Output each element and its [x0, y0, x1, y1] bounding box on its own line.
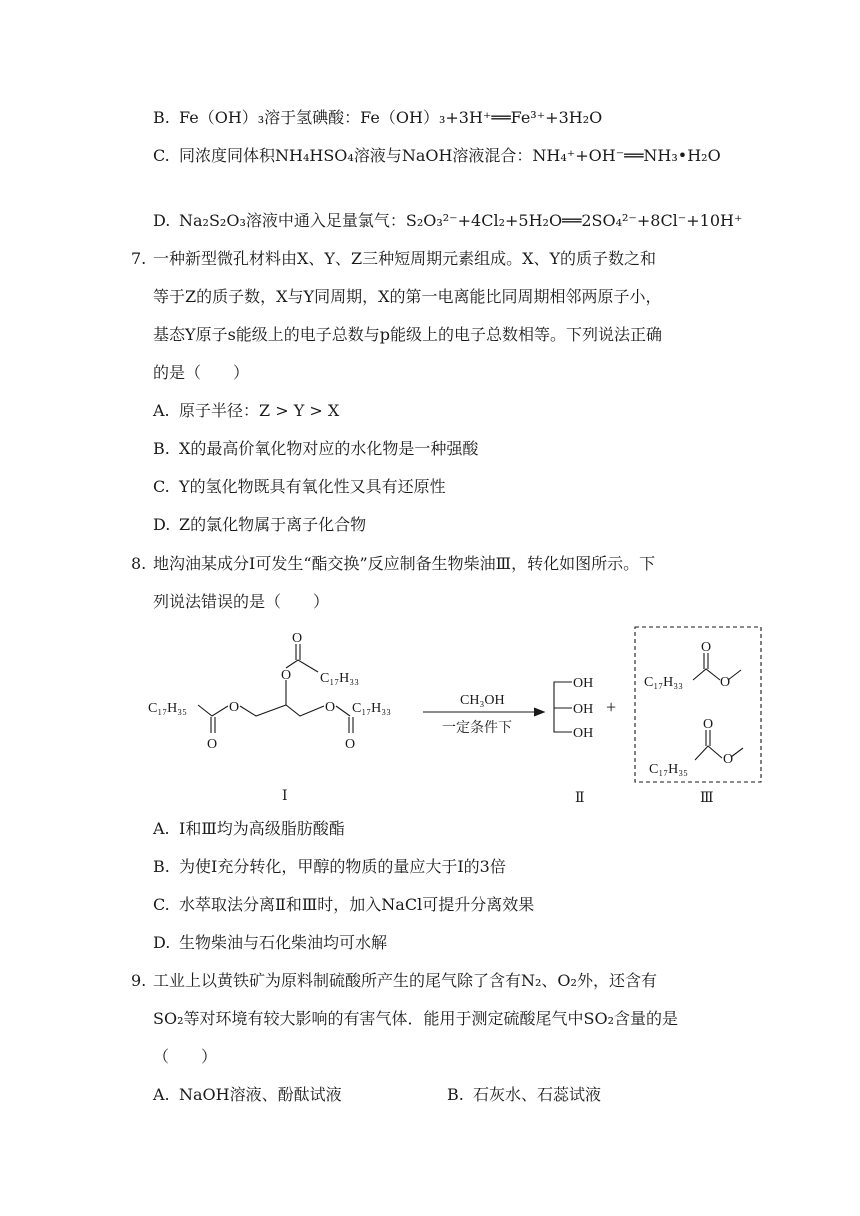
q7-stem-line-3: 基态Y原子s能级上的电子总数与p能级上的电子总数相等。下列说法正确 [153, 325, 663, 344]
option-text: 水萃取法分离Ⅱ和Ⅲ时，加入NaCl可提升分离效果 [179, 895, 535, 914]
c17h33-label: C₁₇H₃₃ [320, 671, 359, 686]
carbonyl-oxygen-label: O [703, 717, 714, 732]
compound-iii-bottom-carbonyl [706, 730, 710, 746]
compound-iii-box [635, 627, 761, 782]
q8-stem-line-1 [131, 554, 655, 574]
q6-option-b [153, 108, 602, 128]
c17h35-label: C₁₇H₃₅ [649, 762, 688, 777]
option-label: A. [153, 1085, 170, 1104]
carbonyl-oxygen-label: O [292, 631, 303, 646]
option-text: 同浓度同体积NH₄HSO₄溶液与NaOH溶液混合：NH₄⁺+OH⁻══NH₃•H₂O [179, 146, 721, 165]
compound-iii-bottom-skeleton [695, 746, 743, 760]
ester-oxygen-label: O [325, 700, 336, 715]
option-text: Na₂S₂O₃溶液中通入足量氯气：S₂O₃²⁻+4Cl₂+5H₂O══2SO₄²⁻+8Cl⁻+10H⁺ [179, 211, 743, 230]
q9-stem-line-1 [131, 971, 657, 991]
hydroxyl-label: OH [573, 702, 594, 717]
option-text: Z的氯化物属于离子化合物 [179, 515, 367, 534]
hydroxyl-label: OH [573, 726, 594, 741]
option-text: NaOH溶液、酚酞试液 [179, 1085, 342, 1104]
option-text: 石灰水、石蕊试液 [473, 1085, 602, 1104]
option-label: A. [153, 401, 170, 420]
question-number: 7. [131, 249, 147, 268]
option-label: D. [153, 933, 171, 952]
reagent-condition: 一定条件下 [442, 721, 512, 736]
ester-oxygen-label: O [229, 700, 240, 715]
question-text: 一种新型微孔材料由X、Y、Z三种短周期元素组成。X、Y的质子数之和 [153, 249, 657, 268]
q6-option-c [153, 146, 721, 166]
question-text: 工业上以黄铁矿为原料制硫酸所产生的尾气除了含有N₂、O₂外，还含有 [153, 971, 657, 990]
option-label: D. [153, 515, 171, 534]
compound-label-i: Ⅰ [282, 789, 288, 804]
arrow-head [534, 708, 544, 716]
option-text: Y的氢化物既具有氧化性又具有还原性 [179, 477, 446, 496]
option-label: B. [153, 857, 170, 876]
c17h33-label: C₁₇H₃₃ [644, 675, 683, 690]
compound-ii-skeleton [554, 682, 572, 732]
question-number: 8. [131, 554, 147, 573]
q7-stem-line-1 [131, 249, 656, 269]
question-text: 地沟油某成分Ⅰ可发生“酯交换”反应制备生物柴油Ⅲ，转化如图所示。下 [153, 554, 656, 573]
option-label: A. [153, 819, 170, 838]
hydroxyl-label: OH [573, 676, 594, 691]
q7-option-d [153, 515, 366, 535]
carbonyl-bond-top [296, 644, 300, 660]
carbonyl-oxygen-label: O [207, 737, 218, 752]
carbonyl-oxygen-label: O [701, 640, 712, 655]
ester-oxygen-label: O [723, 752, 734, 767]
plus-sign: + [606, 697, 617, 717]
c17h33-label: C₁₇H₃₃ [352, 701, 391, 716]
q7-option-c [153, 477, 446, 497]
q9-stem-line-3: （ ） [153, 1047, 218, 1066]
compound-label-iii: Ⅲ [700, 791, 714, 806]
q9-option-a [153, 1085, 342, 1105]
option-text: X的最高价氧化物对应的水化物是一种强酸 [179, 439, 479, 458]
q8-option-c [153, 895, 534, 915]
compound-label-ii: Ⅱ [575, 791, 585, 806]
q6-option-d [153, 211, 742, 231]
q8-stem-line-2: 列说法错误的是（ ） [153, 592, 330, 611]
ester-oxygen-label: O [720, 675, 731, 690]
question-number: 9. [131, 971, 147, 990]
q7-stem-line-2: 等于Z的质子数，X与Y同周期，X的第一电离能比同周期相邻两原子小， [153, 287, 662, 306]
q9-stem-line-2: SO₂等对环境有较大影响的有害气体．能用于测定硫酸尾气中SO₂含量的是 [153, 1009, 678, 1028]
option-label: B. [153, 108, 170, 127]
q7-option-b [153, 439, 478, 459]
q8-option-b [153, 857, 506, 877]
reaction-scheme [140, 620, 780, 810]
option-label: C. [153, 895, 170, 914]
q8-option-a [153, 819, 345, 839]
c17h35-label: C₁₇H₃₅ [148, 701, 187, 716]
option-label: C. [153, 477, 170, 496]
option-text: Ⅰ和Ⅲ均为高级脂肪酸酯 [179, 819, 345, 838]
option-label: B. [447, 1085, 464, 1104]
option-label: C. [153, 146, 170, 165]
compound-iii-top-skeleton [693, 669, 741, 680]
option-text: 为使Ⅰ充分转化，甲醇的物质的量应大于Ⅰ的3倍 [179, 857, 506, 876]
option-text: 原子半径：Z > Y > X [179, 401, 340, 420]
option-label: D. [153, 211, 171, 230]
ester-oxygen-label: O [281, 668, 292, 683]
carbonyl-oxygen-label: O [345, 737, 356, 752]
q9-option-b [447, 1085, 601, 1105]
q7-option-a [153, 401, 339, 421]
reagent-methanol: CH₃OH [460, 693, 505, 708]
option-text: 生物柴油与石化柴油均可水解 [179, 933, 388, 952]
carbonyl-bond-right [349, 717, 353, 733]
carbonyl-bond-left [211, 717, 215, 733]
option-text: Fe（OH）₃溶于氢碘酸：Fe（OH）₃+3H⁺══Fe³⁺+3H₂O [179, 108, 603, 127]
compound-iii-top-carbonyl [704, 653, 708, 669]
q7-stem-line-4: 的是（ ） [153, 363, 250, 382]
option-label: B. [153, 439, 170, 458]
q8-option-d [153, 933, 387, 953]
